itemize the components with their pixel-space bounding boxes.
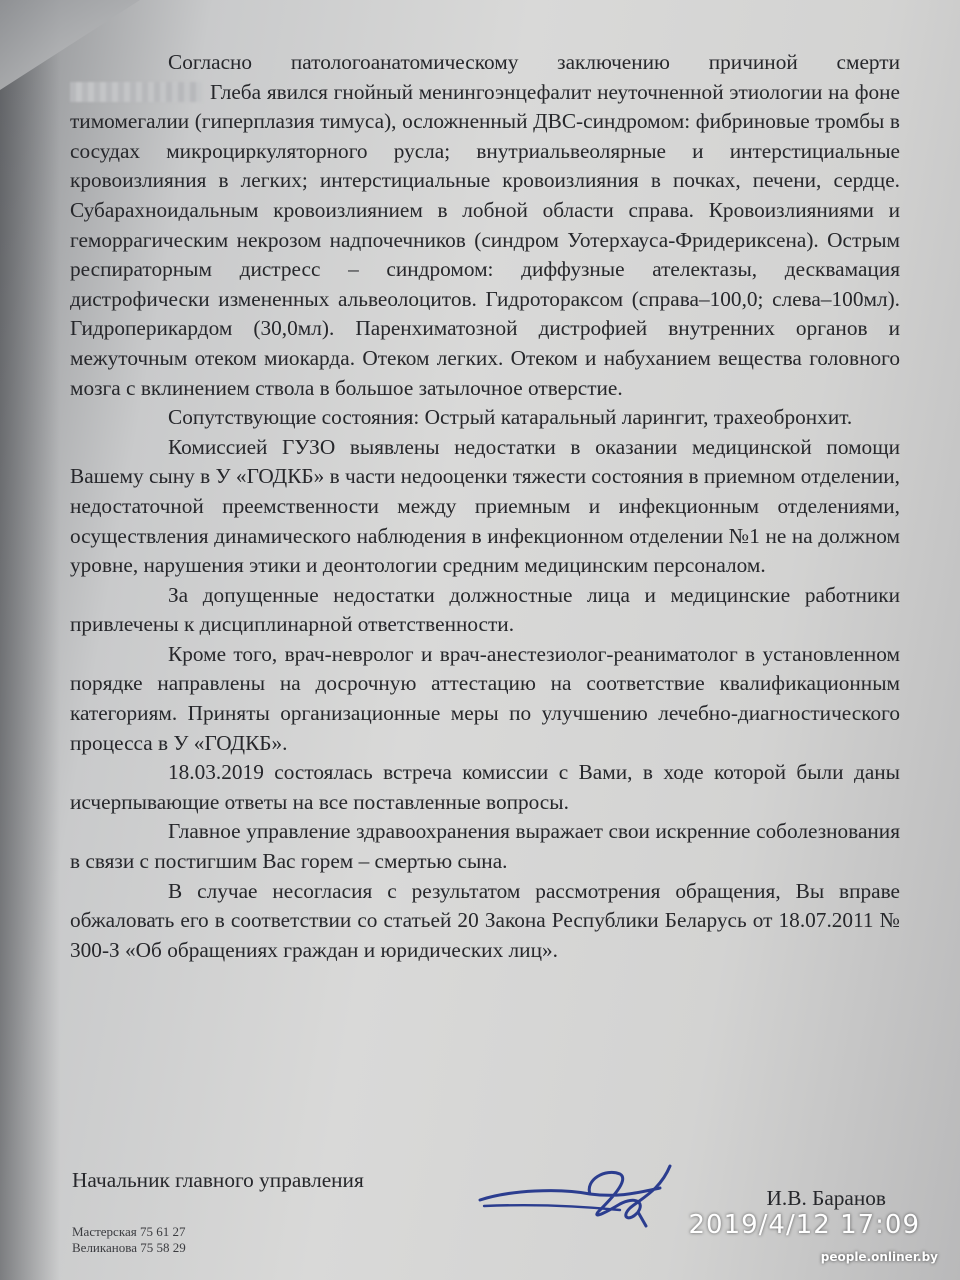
source-watermark: people.onliner.by: [820, 1250, 938, 1264]
paragraph-disciplinary: За допущенные недостатки должностные лица и медицинские работники привлечены к дисциплинарной ответственности.: [70, 582, 900, 637]
letter-body: [70, 48, 900, 965]
signatory-title: Начальник главного управления: [72, 1168, 364, 1192]
paragraph-text-continued: Глеба явился гнойный менингоэнцефалит неуточненной этиологии на фоне тимомегалии (гиперплазия тимуса), осложненный ДВС-синдромом: фибриновые тромбы в сосудах микроциркуляторного русла; внутриальвеолярные и интерстициальные кровоизлияния в легких; интерстициальные кровоизлияния в почках, печени, сердце. Субарахноидальным кровоизлиянием в лобной области справа. Кровоизлияниями и геморрагическим некрозом надпочечников (синдром Уотерхауса-Фридериксена). Острым респираторным дистресс – синдромом: диффузные ателектазы, десквамация дистрофически измененных альвеолоцитов. Гидротораксом (справа–100,0; слева–100мл). Гидроперикардом (30,0мл). Паренхиматозной дистрофией внутренних органов и межуточным отеком миокарда. Отеком легких. Отеком и набуханием вещества головного мозга с вклинением ствола в большое затылочное отверстие.: [70, 79, 900, 400]
contact-line: Великанова 75 58 29: [72, 1240, 186, 1255]
signatory-name: И.В. Баранов: [766, 1186, 886, 1210]
paragraph-meeting: 18.03.2019 состоялась встреча комиссии с Вами, в ходе которой были даны исчерпывающие ответы на все поставленные вопросы.: [70, 760, 900, 814]
paragraph-commission-findings: Комиссией ГУЗО выявлены недостатки в оказании медицинской помощи Вашему сыну в У «ГОДКБ» в части недооценки тяжести состояния в приемном отделении, недостаточной преемственности между приемным и инфекционным отделениями, осуществления динамического наблюдения в инфекционном отделении №1 не на должном уровне, нарушения этики и деонтологии средним медицинским персоналом.: [70, 434, 900, 578]
paragraph-attestation: Кроме того, врач-невролог и врач-анестезиолог-реаниматолог в установленном порядке направлены на досрочную аттестацию на соответствие квалификационным категориям. Приняты организационные меры по улучшению лечебно-диагностического процесса в У «ГОДКБ».: [70, 641, 900, 755]
redacted-surname: [70, 82, 202, 102]
contact-list: [72, 1224, 186, 1256]
handwritten-signature: [470, 1160, 700, 1230]
paragraph-text-start: Согласно патологоанатомическому заключению причиной смерти: [168, 50, 900, 74]
page-edge-shadow: [0, 0, 60, 1280]
paragraph-appeal: В случае несогласия с результатом рассмотрения обращения, Вы вправе обжаловать его в соответствии со статьей 20 Закона Республики Беларусь от 18.07.2011 № 300-З «Об обращениях граждан и юридических лиц».: [70, 878, 900, 962]
paragraph-condolences: Главное управление здравоохранения выражает свои искренние соболезнования в связи с постигшим Вас горем – смертью сына.: [70, 819, 900, 874]
photo-timestamp: 2019/4/12 17:09: [688, 1210, 920, 1240]
paragraph-cause-of-death: [70, 48, 900, 403]
paragraph-concomitant: Сопутствующие состояния: Острый катаральный ларингит, трахеобронхит.: [168, 405, 853, 430]
contact-line: Мастерская 75 61 27: [72, 1224, 186, 1239]
